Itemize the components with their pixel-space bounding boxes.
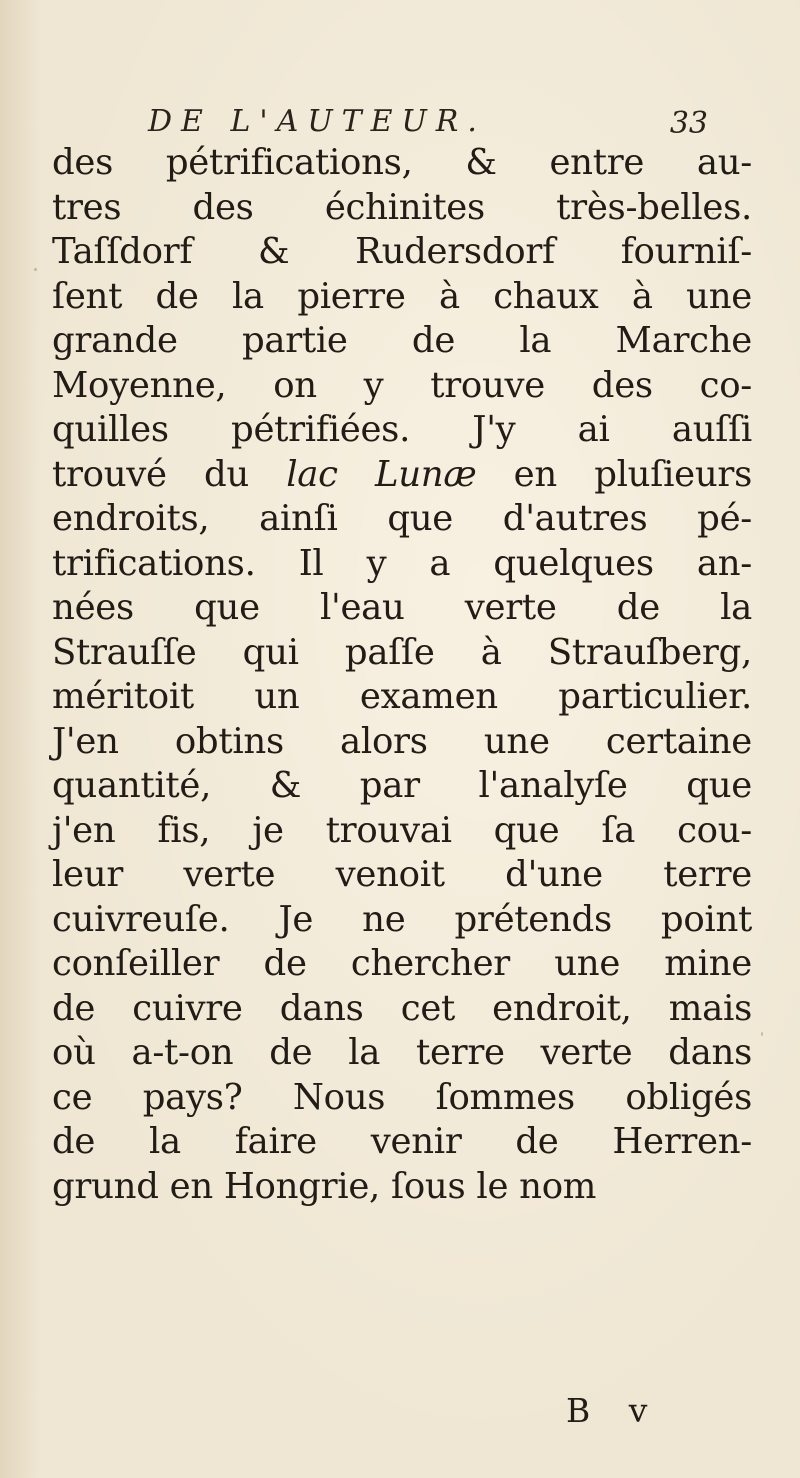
running-head-title: DE L'AUTEUR. — [148, 104, 486, 139]
text-line: tres des échinites très-belles. — [52, 186, 752, 228]
text-line: méritoit un examen particulier. — [52, 676, 752, 717]
signature-mark: B v — [566, 1391, 662, 1430]
text-line: grund en Hongrie, ſous le nom — [52, 1165, 597, 1207]
text-line: trouvé du lac Lunæ en pluſieurs — [52, 453, 752, 495]
text-line: cuivreuſe. Je ne prétends point — [52, 898, 752, 940]
text-line: conſeiller de chercher une mine — [52, 943, 752, 984]
text-line: Taſſdorf & Rudersdorf fourniſ- — [52, 231, 752, 272]
body-text — [52, 141, 752, 1209]
text-line: leur verte venoit d'une terre — [52, 854, 752, 895]
latin-term: lac Lunæ — [286, 453, 477, 495]
text-line: de la faire venir de Herren- — [52, 1121, 752, 1162]
text-line: ce pays? Nous ſommes obligés — [52, 1076, 752, 1118]
text-line: grande partie de la Marche — [52, 320, 752, 361]
text-line: de cuivre dans cet endroit, mais — [52, 987, 752, 1029]
text-line: trifications. Il y a quelques an- — [52, 542, 752, 584]
text-line: j'en fis, je trouvai que ſa cou- — [52, 809, 752, 851]
text-line: quilles pétrifiées. J'y ai auſſi — [52, 409, 752, 450]
text-line: J'en obtins alors une certaine — [52, 720, 752, 762]
text-line: nées que l'eau verte de la — [52, 587, 752, 628]
text-line: Moyenne, on y trouve des co- — [52, 364, 752, 406]
text-line: endroits, ainſi que d'autres pé- — [52, 498, 752, 539]
text-line: ſent de la pierre à chaux à une — [52, 275, 752, 317]
text-line: Strauſſe qui paſſe à Strauſberg, — [52, 631, 752, 673]
text-line: des pétrifications, & entre au- — [52, 142, 752, 183]
text-line: quantité, & par l'analyſe que — [52, 765, 752, 806]
text-line: où a-t-on de la terre verte dans — [52, 1032, 752, 1073]
page-number: 33 — [669, 106, 708, 141]
